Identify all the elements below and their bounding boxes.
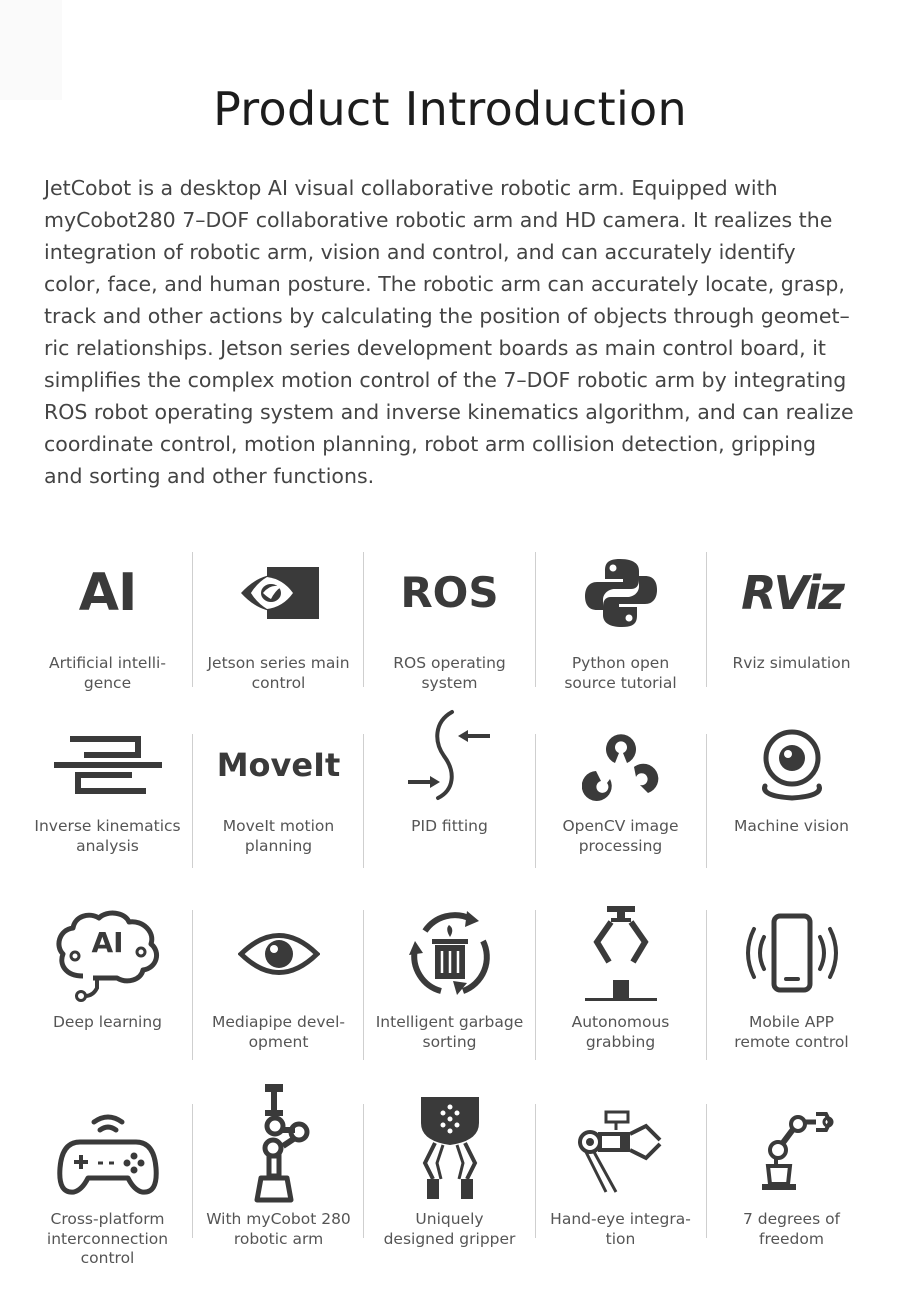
intro-line: color, face, and human posture. The robotic arm can accurately locate, grasp, [44,272,845,296]
feature-row [22,1080,878,1270]
ai-brain-icon: AI [22,900,193,1008]
feature-row [22,540,878,690]
feature-label: MoveIt motion planning [222,817,335,855]
robot-arm-dof-icon [706,1086,877,1211]
feature-item [364,720,535,870]
feature-label: Mediapipe devel- opment [212,1013,345,1051]
intro-line: and sorting and other functions. [44,464,375,488]
robot-arm-vertical-icon [193,1080,364,1205]
feature-item [535,900,706,1065]
intro-line: integration of robotic arm, vision and control, and can accurately identify [44,240,796,264]
feature-item [364,1080,535,1270]
mobile-phone-icon [706,900,877,1008]
feature-item [193,540,364,690]
intro-line: ric relationships. Jetson series development boards as main control board, it [44,336,826,360]
feature-item [193,900,364,1065]
gamepad-icon [22,1090,193,1215]
python-logo-icon [535,540,706,645]
feature-row [22,900,878,1065]
feature-row [22,720,878,870]
ros-text-icon: ROS [400,568,499,617]
feature-label: With myCobot 280 robotic arm [206,1210,351,1248]
intro-line: ROS robot operating system and inverse kinematics algorithm, and can realize [44,400,854,424]
feature-item [193,720,364,870]
intro-line: coordinate control, motion planning, robot arm collision detection, gripping [44,432,817,456]
feature-item [706,720,877,870]
intro-line: simplifies the complex motion control of the 7–DOF robotic arm by integrating [44,368,847,392]
feature-item [535,720,706,870]
intro-line: myCobot280 7–DOF collaborative robotic arm and HD camera. It realizes the [44,208,833,232]
feature-item [22,540,193,690]
feature-label: Rviz simulation [732,654,851,672]
gripper-icon [364,1084,535,1209]
intro-line: JetCobot is a desktop AI visual collaborative robotic arm. Equipped with [44,176,778,200]
intro-line: track and other actions by calculating the position of objects through geomet– [44,304,850,328]
inverse-kinematics-icon [22,720,193,810]
claw-grab-icon [535,900,706,1008]
feature-label: OpenCV image processing [562,817,679,855]
feature-item [364,900,535,1065]
feature-label: Hand-eye integra- tion [550,1210,691,1248]
feature-label: Machine vision [734,817,849,835]
feature-label: Artificial intelli- gence [49,654,166,692]
feature-item [193,1080,364,1270]
feature-label: Uniquely designed gripper [383,1210,516,1248]
feature-item [706,540,877,690]
feature-label: 7 degrees of freedom [742,1210,841,1248]
hand-eye-icon [535,1086,706,1211]
feature-label: Inverse kinematics analysis [34,817,181,855]
feature-item [22,900,193,1065]
feature-label: Python open source tutorial [564,654,677,692]
feature-label: Intelligent garbage sorting [375,1013,524,1051]
feature-item [535,540,706,690]
intro-paragraph [44,172,864,492]
eye-icon [193,900,364,1008]
feature-label: Cross-platform interconnection control [46,1210,169,1267]
feature-label: ROS operating system [393,654,506,692]
pid-curve-icon [364,710,535,800]
ai-text-icon: AI [78,562,137,623]
opencv-logo-icon [535,720,706,810]
feature-item [22,720,193,870]
feature-label: Jetson series main control [207,654,350,692]
nvidia-eye-icon [193,540,364,645]
feature-label: Deep learning [52,1013,162,1031]
feature-grid [22,540,878,1267]
feature-item [535,1080,706,1270]
feature-item [706,1080,877,1270]
page-title: Product Introduction [213,82,687,136]
feature-item [706,900,877,1065]
recycle-bin-icon [364,900,535,1008]
webcam-icon [706,720,877,810]
feature-label: Mobile APP remote control [734,1013,849,1051]
feature-item [364,540,535,690]
rviz-text-icon: RViz [741,565,842,620]
feature-label: PID fitting [411,817,488,835]
feature-label: Autonomous grabbing [571,1013,670,1051]
moveit-text-icon: MoveIt [216,746,341,784]
feature-item [22,1080,193,1270]
